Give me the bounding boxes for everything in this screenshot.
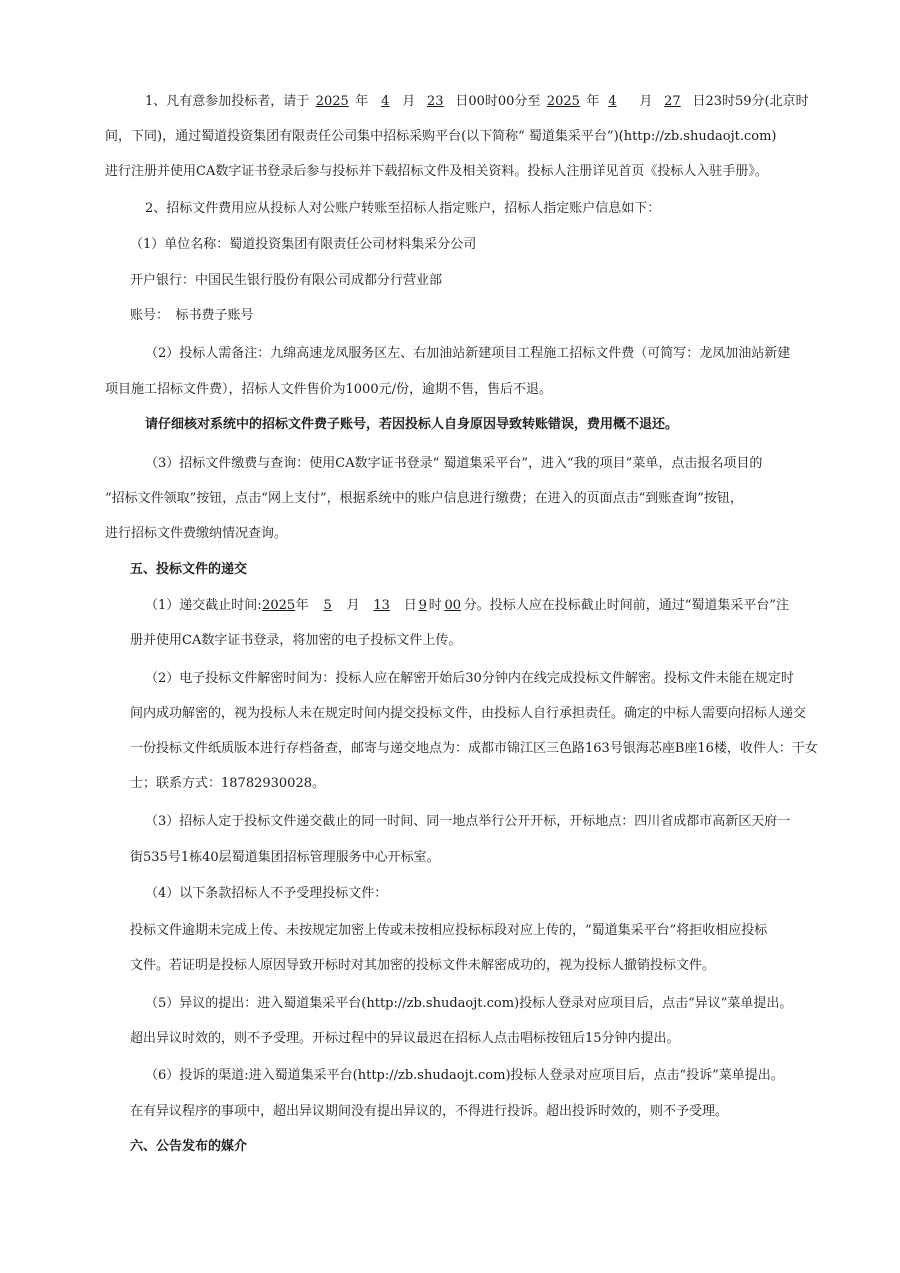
s5p3-line2: 街535号1栋40层蜀道集团招标管理服务中心开标室。 <box>130 850 440 865</box>
deadline-day: 13 <box>373 598 390 613</box>
s5p2-line4: 士；联系方式：18782930028。 <box>130 776 325 791</box>
s5p6-line1: （6）投诉的渠道:进入蜀道集采平台(http://zb.shudaojt.com)投标人登录对应项目后，点击“投诉”菜单提出。 <box>145 1068 784 1083</box>
p7-line3: 进行招标文件费缴纳情况查询。 <box>105 526 288 541</box>
warning-text: 请仔细核对系统中的招标文件费子账号，若因投标人自身原因导致转账错误，费用概不退还。 <box>145 417 679 432</box>
s5p4: （4）以下条款招标人不予受理投标文件： <box>145 886 388 901</box>
s5p5-line2: 超出异议时效的，则不予受理。开标过程中的异议最迟在招标人点击唱标按钮后15分钟内提出。 <box>130 1031 680 1046</box>
s5p3-line1: （3）招标人定于投标文件递交截止的同一时间、同一地点举行公开开标，开标地点：四川省成都市高新区天府一 <box>145 814 791 829</box>
month-char: 月 <box>402 94 416 109</box>
month-char: 月 <box>346 598 360 613</box>
s5p2-line3: 一份投标文件纸质版本进行存档备查，邮寄与递交地点为：成都市锦江区三色路163号银海芯座B座16楼，收件人：干女 <box>130 741 818 756</box>
s5p1-text-b: 分。投标人应在投标截止时间前，通过“蜀道集采平台”注 <box>463 598 790 613</box>
deadline-year: 2025 <box>262 598 296 613</box>
s5p5-line1: （5）异议的提出：进入蜀道集采平台(http://zb.shudaojt.com)投标人登录对应项目后，点击“异议”菜单提出。 <box>145 996 793 1011</box>
s5p6-line2: 在有异议程序的事项中，超出异议期间没有提出异议的，不得进行投诉。超出投诉时效的，则不予受理。 <box>130 1104 729 1119</box>
p1-text-a: 1、凡有意参加投标者，请于 <box>145 94 310 109</box>
p2: 2、招标文件费用应从投标人对公账户转账至招标人指定账户，招标人指定账户信息如下： <box>145 201 661 216</box>
p5-account: 账号： 标书费子账号 <box>130 308 254 323</box>
end-day: 27 <box>664 94 681 109</box>
deadline-minute: 00 <box>444 598 461 613</box>
p7-line2: “招标文件领取”按钮，点击“网上支付”，根据系统中的账户信息进行缴费；在进入的页面点击“到账查询”按钮， <box>105 491 743 506</box>
p4-bank: 开户银行：中国民生银行股份有限公司成都分行营业部 <box>130 273 443 288</box>
s5p4b-line2: 文件。若证明是投标人原因导致开标时对其加密的投标文件未解密成功的，视为投标人撤销投标文件。 <box>130 958 716 973</box>
p3-unit-name: （1）单位名称：蜀道投资集团有限责任公司材料集采分公司 <box>130 237 477 252</box>
s5p1-text-a: （1）递交截止时间: <box>145 598 262 613</box>
p7-line1: （3）招标文件缴费与查询：使用CA数字证书登录“ 蜀道集采平台”，进入“我的项目”菜单，点击报名项目的 <box>145 456 763 471</box>
year-char: 年 <box>295 598 309 613</box>
day-char: 日 <box>403 598 417 613</box>
p1-text-c: 日23时59分(北京时 <box>692 94 809 109</box>
deadline-hour: 9 <box>418 598 427 613</box>
deadline-month: 5 <box>323 598 332 613</box>
month-char: 月 <box>639 94 653 109</box>
p1-line2: 间，下同)，通过蜀道投资集团有限责任公司集中招标采购平台(以下简称“ 蜀道集采平台”)(http://zb.shudaojt.com) <box>105 129 777 144</box>
year-char: 年 <box>355 94 369 109</box>
start-year: 2025 <box>315 94 349 109</box>
s5p2-line1: （2）电子投标文件解密时间为：投标人应在解密开始后30分钟内在线完成投标文件解密。投标文件未能在规定时 <box>145 671 794 686</box>
p6-line2: 项目施工招标文件费），招标人文件售价为1000元/份，逾期不售，售后不退。 <box>105 382 552 397</box>
p1-line3: 进行注册并使用CA数字证书登录后参与投标并下载招标文件及相关资料。投标人注册详见首页《投标人入驻手册》。 <box>105 164 768 179</box>
p6-line1: （2）投标人需备注：九绵高速龙凤服务区左、右加油站新建项目工程施工招标文件费（可简写：龙凤加油站新建 <box>145 346 791 361</box>
year-char: 年 <box>586 94 600 109</box>
s5p1-line2: 册并使用CA数字证书登录，将加密的电子投标文件上传。 <box>130 633 462 648</box>
hour-char: 时 <box>428 598 442 613</box>
p1-text-b: 日00时00分至 <box>455 94 541 109</box>
section5-heading: 五、投标文件的递交 <box>130 562 248 577</box>
s5p4b-line1: 投标文件逾期未完成上传、未按规定加密上传或未按相应投标标段对应上传的，“蜀道集采平台”将拒收相应投标 <box>130 923 768 938</box>
p1-line1 <box>145 93 900 111</box>
s5p2-line2: 间内成功解密的，视为投标人未在规定时间内提交投标文件，由投标人自行承担责任。确定的中标人需要向招标人递交 <box>130 706 807 721</box>
s5p1-line1 <box>145 597 900 615</box>
end-year: 2025 <box>546 94 580 109</box>
start-month: 4 <box>381 94 390 109</box>
start-day: 23 <box>427 94 444 109</box>
end-month: 4 <box>608 94 617 109</box>
section6-heading: 六、公告发布的媒介 <box>130 1139 248 1154</box>
